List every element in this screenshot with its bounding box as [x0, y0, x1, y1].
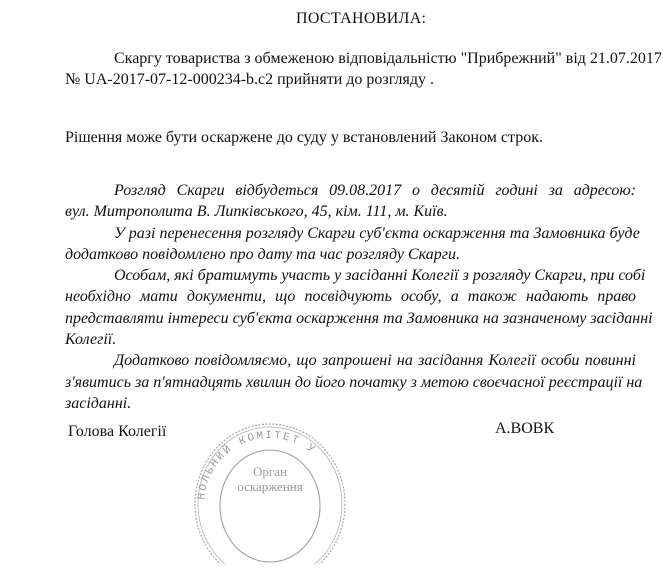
stamp-inner-line-2: оскарження — [237, 479, 303, 494]
signatory-name: А.ВОВК — [495, 420, 555, 437]
hearing-line-10: з'явитись за п'ятнадцять хвилин до його початку з метою своєчасної реєстрації на — [65, 374, 643, 391]
stamp-seal-icon — [192, 414, 348, 564]
hearing-line-2: вул. Митрополита В. Липківського, 45, кім. 111, м. Київ. — [65, 203, 448, 220]
svg-text:НОЛЬНИЙ КОМІТЕТ У: НОЛЬНИЙ КОМІТЕТ У — [196, 429, 319, 501]
hearing-line-7: представляти інтереси суб'єкта оскарження та Замовника на зазначеному засіданні — [65, 310, 653, 327]
signatory-position: Голова Колегії — [68, 423, 167, 440]
resolution-line-2: № UA-2017-07-12-000234-b.c2 прийняти до розгляду . — [65, 71, 434, 88]
page-title: ПОСТАНОВИЛА: — [296, 10, 427, 27]
official-stamp — [192, 414, 348, 564]
hearing-line-4: додатково повідомлено про дату та час розгляду Скарги. — [65, 246, 460, 263]
appeal-note: Рішення може бути оскаржене до суду у встановлений Законом строк. — [65, 129, 543, 146]
hearing-line-11: засіданні. — [65, 395, 132, 412]
hearing-line-9: Додатково повідомляємо, що запрошені на засідання Колегії особи повинні — [114, 352, 636, 369]
resolution-line-1: Скаргу товариства з обмеженою відповідальністю "Прибрежний" від 21.07.2017 — [114, 50, 662, 67]
stamp-inner-line-1: Орган — [253, 464, 287, 479]
hearing-line-1: Розгляд Скарги відбудеться 09.08.2017 о десятій годині за адресою: — [114, 182, 636, 199]
hearing-line-5: Особам, які братимуть участь у засіданні Колегії з розгляду Скарги, при собі — [114, 267, 646, 284]
hearing-line-8: Колегії. — [65, 331, 117, 348]
hearing-line-3: У разі перенесення розгляду Скарги суб'єкта оскарження та Замовника буде — [114, 225, 640, 242]
hearing-line-6: необхідно мати документи, що посвідчують особу, а також надають право — [65, 288, 636, 305]
